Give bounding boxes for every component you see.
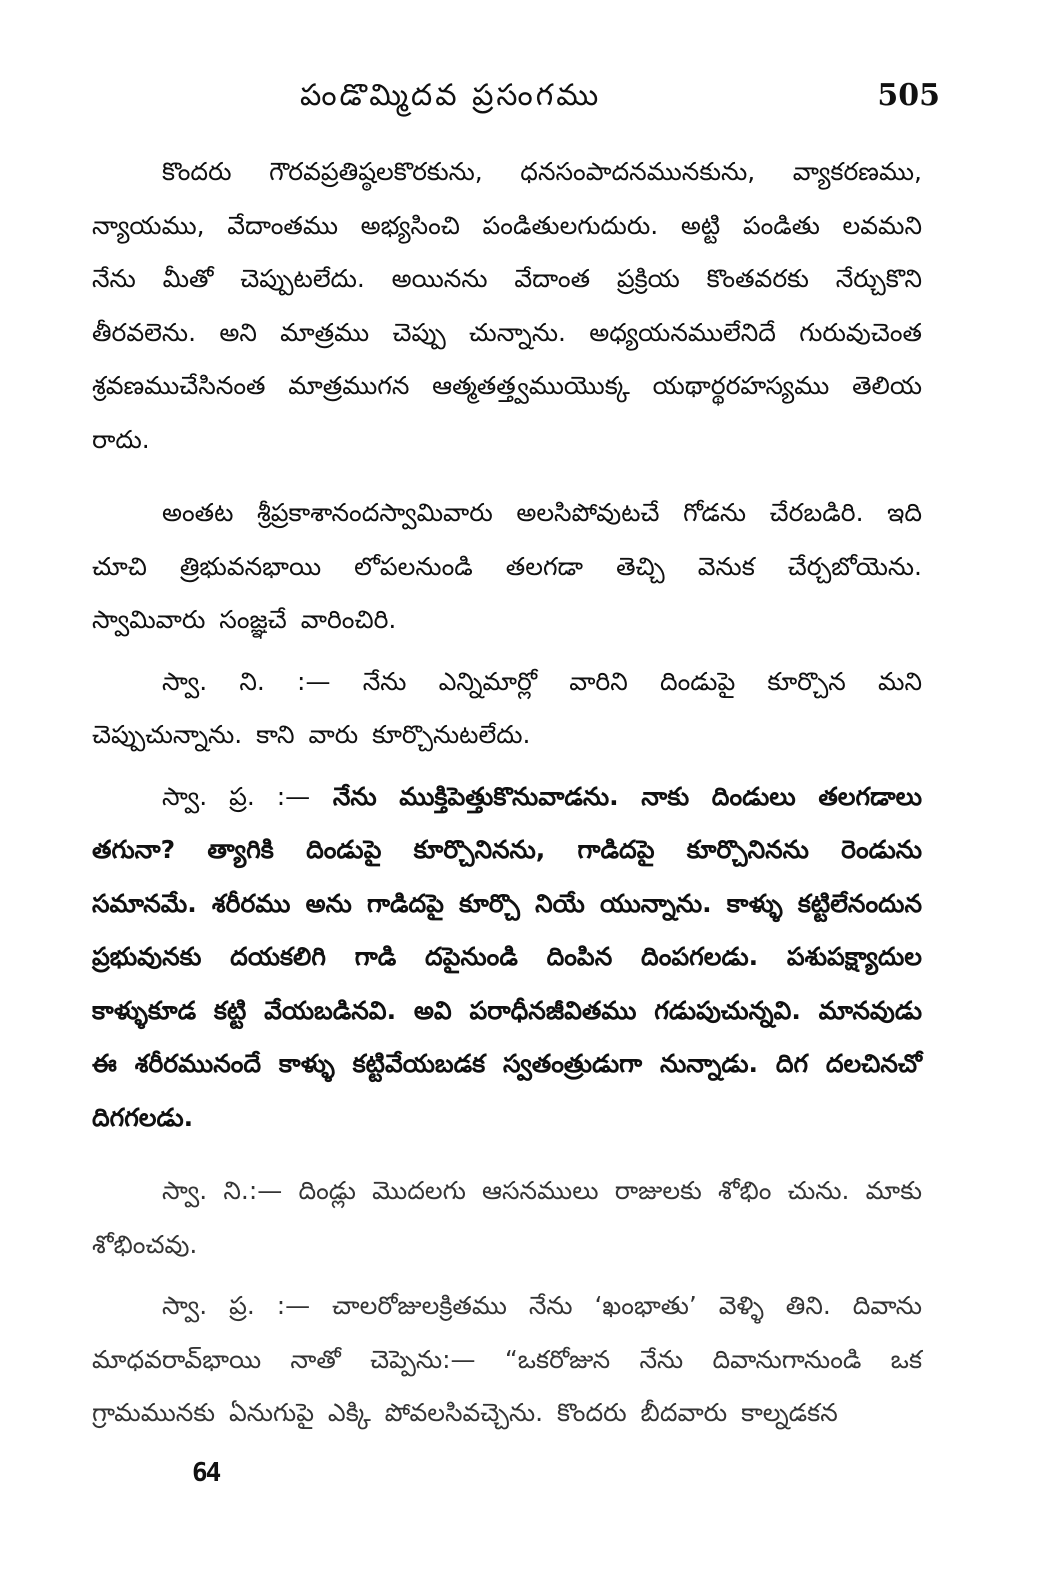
paragraph-2 bbox=[92, 486, 922, 647]
paragraph-text: చాలరోజులక్రితము నేను ‘ఖంభాతు’ వెళ్ళి తిని. దివాను మాధవరావ్‌భాయి నాతో చెప్పెను:— “ఒకరోజున నేను దివానుగానుండి ఒక గ్రామమునకు ఏనుగుపై ఎక్కి పోవలసివచ్చెను. కొందరు బీదవారు కాల్నడకన bbox=[92, 1291, 922, 1427]
running-title: పండొమ్మిదవ ప్రసంగము bbox=[300, 78, 602, 113]
paragraph-text: కొందరు గౌరవప్రతిష్ఠలకొరకును, ధనసంపాదనమునకును, వ్యాకరణము, న్యాయము, వేదాంతము అభ్యసించి పండితులగుదురు. అట్టి పండితు లవమని నేను మీతో చెప్పుటలేదు. అయినను వేదాంత ప్రక్రియ కొంతవరకు నేర్చుకొని తీరవలెను. అని మాత్రము చెప్పు చున్నాను. అధ్యయనములేనిదే గురువుచెంత శ్రవణముచేసినంత మాత్రముగన ఆత్మతత్త్వముయొక్క యథార్థరహస్యము తెలియ రాదు. bbox=[92, 157, 922, 454]
paragraph-text: నేను ఎన్నిమార్లో వారిని దిండుపై కూర్చొన మని చెప్పుచున్నాను. కాని వారు కూర్చొనుటలేదు. bbox=[92, 666, 922, 749]
speaker-label: స్వా. ప్ర. :— bbox=[162, 781, 311, 811]
paragraph-1 bbox=[92, 145, 922, 466]
dialogue-paragraph-1 bbox=[92, 655, 922, 762]
dialogue-paragraph-3 bbox=[92, 1164, 922, 1271]
page-number: 505 bbox=[877, 78, 940, 113]
paragraph-text: నేను ముక్తిపెత్తుకొనువాడను. నాకు దిండులు తలగడాలు తగునా? త్యాగికి దిండుపై కూర్చొనినను, గాడిదపై కూర్చొనినను రెండును సమానమే. శరీరము అను గాడిదపై కూర్చొ నియే యున్నాను. కాళ్ళు కట్టిలేనందున ప్రభువునకు దయకలిగి గాడి దపైనుండి దింపిన దింపగలడు. పశుపక్ష్యాదుల కాళ్ళుకూడ కట్టి వేయబడినవి. అవి పరాధీనజీవితము గడుపుచున్నవి. మానవుడు ఈ శరీరమునందే కాళ్ళు కట్టివేయబడక స్వతంత్రుడుగా నున్నాడు. దిగ దలచినచో దిగగలడు. bbox=[92, 781, 922, 1132]
page-body bbox=[92, 145, 922, 1440]
speaker-label: స్వా. ని.:— bbox=[162, 1176, 283, 1205]
dialogue-paragraph-2 bbox=[92, 770, 922, 1145]
dialogue-paragraph-4 bbox=[92, 1279, 922, 1440]
signature-mark: 64 bbox=[192, 1458, 220, 1488]
paragraph-text: దిండ్లు మొదలగు ఆసనములు రాజులకు శోభిం చును. మాకు శోభించవు. bbox=[92, 1176, 922, 1259]
page-header bbox=[300, 78, 940, 118]
speaker-label: స్వా. ని. :— bbox=[162, 666, 331, 696]
speaker-label: స్వా. ప్ర. :— bbox=[162, 1291, 311, 1320]
paragraph-text: అంతట శ్రీప్రకాశానందస్వామివారు అలసిపోవుటచే గోడను చేరబడిరి. ఇది చూచి త్రిభువనభాయి లోపలనుండి తలగడా తెచ్చి వెనుక చేర్చబోయెను. స్వామివారు సంజ్ఞచే వారించిరి. bbox=[92, 498, 922, 634]
